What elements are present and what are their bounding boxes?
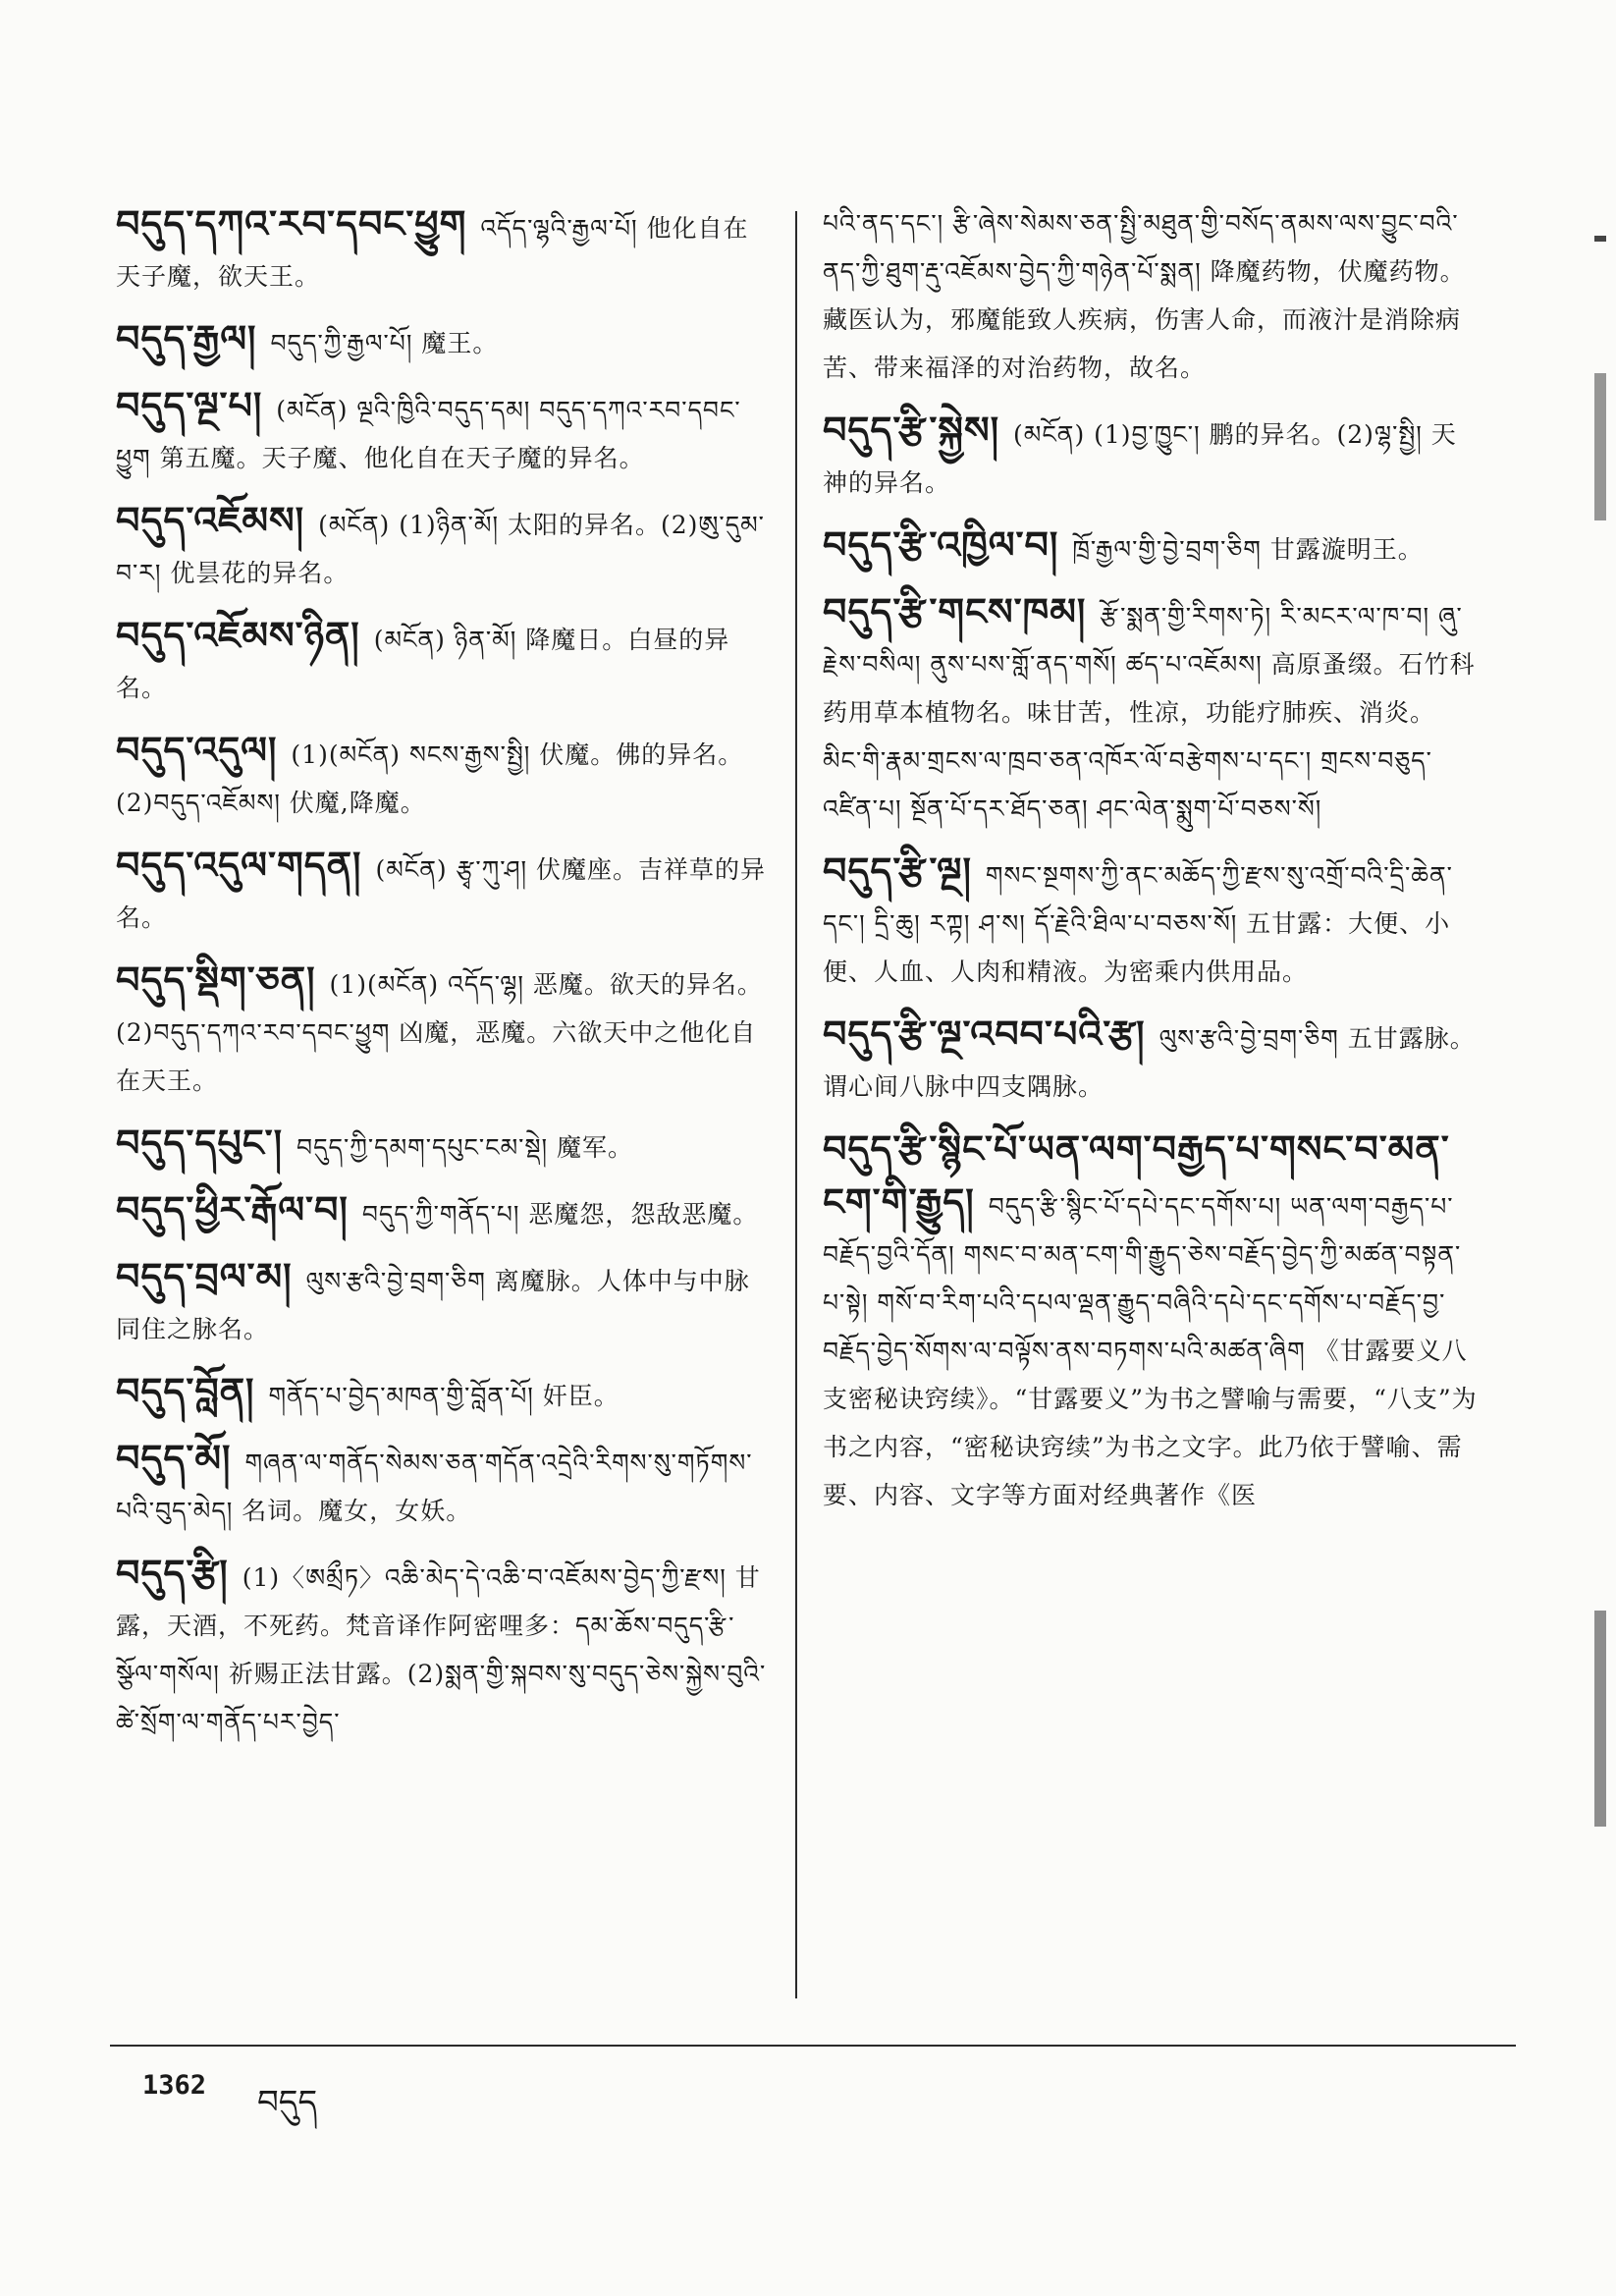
entry-definition: བདུད་ཀྱི་རྒྱལ་པོ། 魔王。 [270, 329, 499, 357]
entry-headword: བདུད་རྩི། [116, 1552, 229, 1595]
footer-rule [110, 2045, 1516, 2047]
entry-definition: (1)(མངོན) འདོད་ལྷ། 恶魔。欲天的异名。(2)བདུད་དཀའ་རབ་དབང་ཕྱུག 凶魔，恶魔。六欲天中之他化自在天王。 [116, 970, 763, 1095]
entry-definition: བདུད་ཀྱི་དམག་དཔུང་ངམ་སྡེ། 魔军。 [296, 1133, 634, 1162]
entry-headword: བདུད་བློན། [116, 1370, 255, 1413]
scan-edge-mark [1594, 1611, 1606, 1827]
entry-definition: གསང་སྔགས་ཀྱི་ནང་མཆོད་ཀྱི་རྫས་སུ་འགྲོ་བའི་དྲི་ཆེན་དང་། དྲི་ཆུ། རཀྟ། ཤ་ས། དོ་རྗེའི་ཐིལ་པ་བཅས་སོ། 五甘露：大便、小便、人血、人肉和精液。为密乘内供用品。 [823, 861, 1453, 986]
dictionary-entry [116, 316, 772, 369]
dictionary-entry [116, 201, 772, 302]
left-column [116, 201, 772, 1762]
entry-headword: བདུད་ཕྱིར་རྒོལ་བ། [116, 1188, 349, 1231]
entry-definition: བདུད་རྩི་སྙིང་པོ་དཔེ་དང་དགོས་པ། ཡན་ལག་བརྒྱད་པ་བརྗོད་བྱའི་དོན། གསང་བ་མན་ངག་གི་རྒྱུད་ཅེས་བརྗོད་བྱེད་ཀྱི་མཚན་བསྟན་པ་སྟེ། གསོ་བ་རིག་པའི་དཔལ་ལྡན་རྒྱུད་བཞིའི་དཔེ་དང་དགོས་པ་བརྗོད་བྱ་བརྗོད་བྱེད་སོགས་ལ་བལྟོས་ནས་བཏགས་པའི་མཚན་ཞིག 《甘露要义八支密秘诀窍续》。“甘露要义”为书之譬喻与需要，“八支”为书之内容，“密秘诀窍续”为书之文字。此乃依于譬喻、需要、内容、文字等方面对经典著作《医 [823, 1192, 1478, 1509]
scan-edge-mark [1594, 373, 1606, 520]
entry-headword: བདུད་མོ། [116, 1437, 232, 1480]
entry-headword: བདུད་འདུལ་གདན། [116, 844, 362, 887]
entry-definition: (མངོན) (1)ཉིན་མོ། 太阳的异名。(2)ཨུ་དུམ་བ་ར། 优昙花的异名。 [116, 511, 765, 587]
dictionary-entry [823, 201, 1481, 394]
entry-headword: བདུད་རྒྱལ། [116, 317, 257, 360]
entry-headword: བདུད་རྩི་ལྔ་འབབ་པའི་རྩ། [823, 1012, 1146, 1056]
entry-definition: ལུས་རྩའི་བྱེ་བྲག་ཅིག 离魔脉。人体中与中脉同住之脉名。 [116, 1267, 750, 1343]
dictionary-entry [116, 498, 772, 599]
entry-headword: བདུད་རྩི་གངས་ཁམ། [823, 590, 1087, 633]
entry-definition: (1)〈ཨམྲྀཏ〉འཆི་མེད་དེ་འཆི་བ་འཇོམས་བྱེད་ཀྱི་རྫས། 甘露，天酒，不死药。梵音译作阿密哩多：དམ་ཆོས་བདུད་རྩི་སྩོལ་གསོལ། 祈赐正法甘露。(2)སྨན་གྱི་སྐབས་སུ་བདུད་ཅེས་སྐྱེས་བུའི་ཚེ་སྲོག་ལ་གནོད་པར་བྱེད་ [116, 1563, 767, 1736]
dictionary-entry [116, 1187, 772, 1240]
dictionary-entry [116, 728, 772, 829]
dictionary-entry [823, 522, 1481, 575]
entry-definition: ལུས་རྩའི་བྱེ་བྲག་ཅིག 五甘露脉。谓心间八脉中四支隅脉。 [823, 1024, 1476, 1101]
entry-definition: བདུད་ཀྱི་གནོད་པ། 恶魔怨，怨敌恶魔。 [361, 1200, 759, 1229]
dictionary-entry [116, 1436, 772, 1537]
entry-definition: (མངོན) རྩྭ་ཀུ་ཤ། 伏魔座。吉祥草的异名。 [116, 855, 767, 932]
entry-definition: པའི་ནད་དང་། རྩི་ཞེས་སེམས་ཅན་སྤྱི་མཐུན་གྱི་བསོད་ནམས་ལས་བྱུང་བའི་ནད་ཀྱི་ཐུག་རྡུ་འཇོམས་བྱེད་ཀྱི་གཉེན་པོ་སྨན། 降魔药物，伏魔药物。藏医认为，邪魔能致人疾病，伤害人命，而液汁是消除病苦、带来福泽的对治药物，故名。 [823, 209, 1466, 382]
dictionary-entry [116, 1369, 772, 1422]
entry-headword: བདུད་དཀའ་རབ་དབང་ཕྱུག [116, 202, 467, 246]
entry-headword: བདུད་རྩི་སྙིང་པོ་ཡན་ལག་བརྒྱད་པ་གསང་བ་མན་ངག་གི་རྒྱུད། [823, 1127, 1450, 1224]
entry-definition: གཞན་ལ་གནོད་སེམས་ཅན་གདོན་འདྲེའི་རིགས་སུ་གཏོགས་པའི་བུད་མེད། 名词。魔女，女妖。 [116, 1449, 753, 1525]
entry-headword: བདུད་སྡིག་ཅན། [116, 958, 316, 1002]
dictionary-entry [116, 1551, 772, 1748]
entry-headword: བདུད་དཔུང་། [116, 1121, 284, 1165]
entry-definition: (མངོན) ལྔའི་ཁྱིའི་བདུད་དམ། བདུད་དཀའ་རབ་དབང་ཕྱུག 第五魔。天子魔、他化自在天子魔的异名。 [116, 396, 741, 472]
entry-headword: བདུད་རྩི་སྐྱེས། [823, 409, 1000, 452]
dictionary-entry [116, 843, 772, 944]
entry-headword: བདུད་རྩི་ལྔ། [823, 849, 972, 893]
entry-headword: བདུད་བྲལ་མ། [116, 1255, 293, 1298]
dictionary-entry [823, 848, 1481, 998]
entry-definition: (མངོན) ཉིན་མོ། 降魔日。白昼的异名。 [116, 626, 730, 702]
entry-headword: བདུད་འདུལ། [116, 729, 278, 772]
dictionary-entry [116, 1254, 772, 1355]
dictionary-entry [823, 1011, 1481, 1113]
entry-headword: བདུད་རྩི་འཁྱིལ་བ། [823, 523, 1059, 567]
dictionary-entry [116, 613, 772, 714]
entry-headword: བདུད་འཇོམས། [116, 499, 305, 542]
entry-definition: རྩོ་སྨན་གྱི་རིགས་ཏེ། རི་མངར་ལ་ཁ་བ། ཞུ་རྗེས་བསིལ། ནུས་པས་གློ་ནད་གསོ། ཚད་པ་འཇོམས། 高原蚤缀。石竹科药用草本植物名。味甘苦，性凉，功能疗肺疾、消炎。 མིང་གི་རྣམ་གྲངས་ལ་ཁྲབ་ཅན་འཁོར་ལོ་བརྩེགས་པ་དང་། གྲངས་བཅུད་འཛིན་པ། སྔོན་པོ་དར་ཐོད་ཅན། ཤང་ལེན་སྨུག་པོ་བཅས་སོ། [823, 602, 1476, 823]
dictionary-entry [116, 1121, 772, 1174]
scan-edge-mark [1594, 236, 1606, 242]
entry-definition: (1)(མངོན) སངས་རྒྱས་སྤྱི། 伏魔。佛的异名。(2)བདུད་འཇོམས། 伏魔,降魔。 [116, 740, 744, 817]
entry-definition: (མངོན) (1)བྱ་ཁྱུང་། 鹏的异名。(2)ལྷ་སྤྱི། 天神的异名。 [823, 420, 1457, 497]
dictionary-entry [823, 408, 1481, 509]
dictionary-entry [823, 1126, 1481, 1521]
entry-definition: གནོད་པ་བྱེད་མཁན་གྱི་བློན་པོ། 奸臣。 [268, 1382, 619, 1410]
dictionary-entry [116, 957, 772, 1107]
column-divider [795, 211, 797, 1998]
page-number: 1362 [142, 2070, 207, 2101]
dictionary-entry [823, 589, 1481, 835]
entry-headword: བདུད་འཇོམས་ཉིན། [116, 614, 360, 657]
entry-definition: ཁྲོ་རྒྱལ་གྱི་བྱེ་བྲག་ཅིག 甘露漩明王。 [1072, 535, 1424, 564]
right-column [823, 201, 1481, 1535]
running-head: བདུད [257, 2083, 318, 2122]
dictionary-entry [116, 383, 772, 484]
entry-headword: བདུད་ལྔ་པ། [116, 384, 263, 427]
entry-definition: འདོད་ལྷའི་རྒྱལ་པོ། 他化自在天子魔，欲天王。 [116, 214, 749, 291]
